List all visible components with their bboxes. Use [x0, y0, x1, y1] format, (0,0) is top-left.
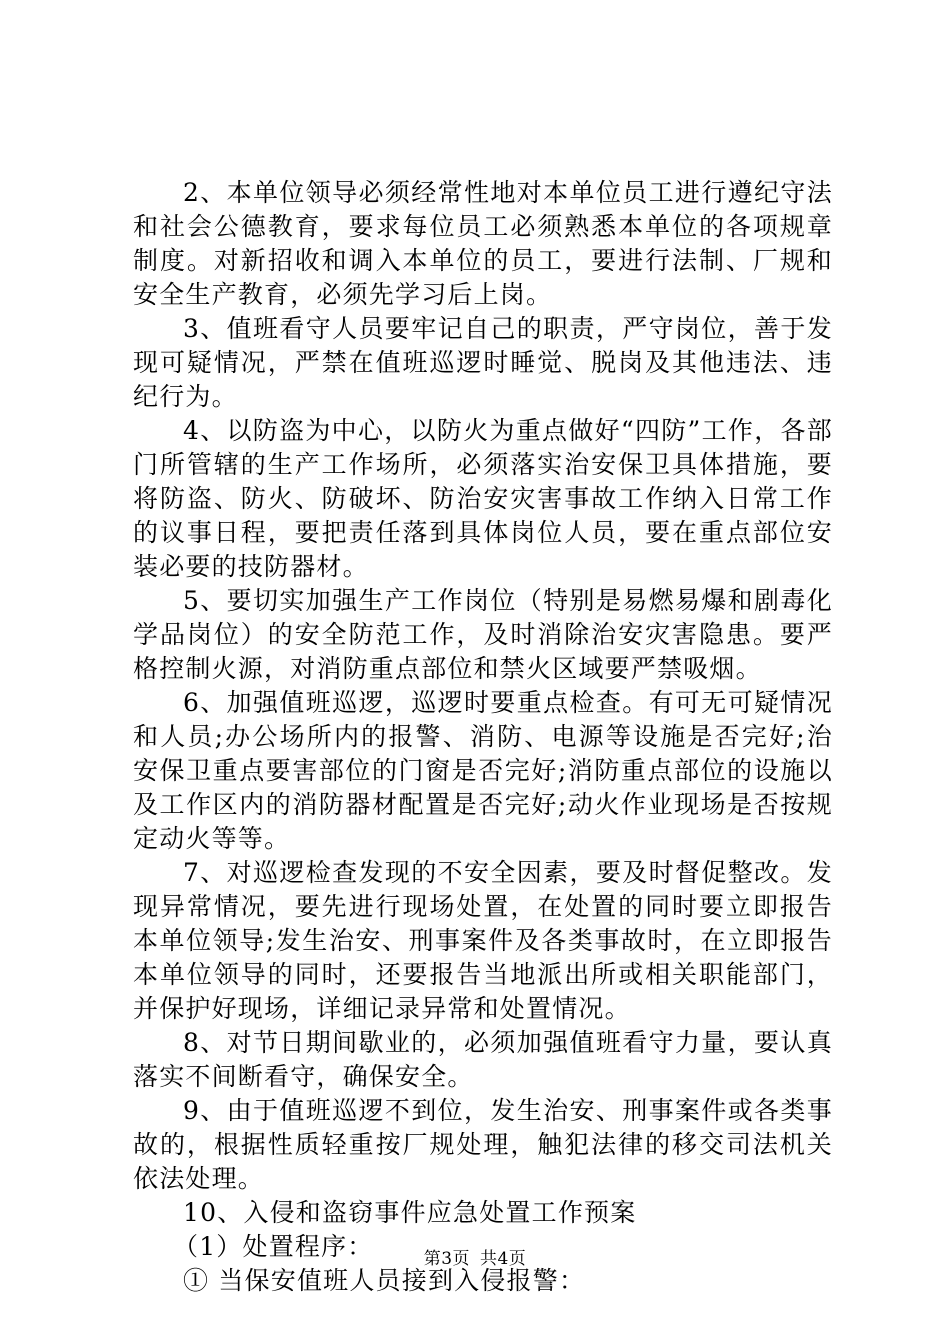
paragraph-5: 5、要切实加强生产工作岗位（特别是易燃易爆和剧毒化学品岗位）的安全防范工作，及时消除治安灾害隐患。要严格控制火源，对消防重点部位和禁火区域要严禁吸烟。	[133, 586, 833, 683]
list-item-1: ① 当保安值班人员接到入侵报警：	[183, 1266, 586, 1295]
page-total: 共4页	[479, 1249, 527, 1269]
paragraph-6: 6、加强值班巡逻，巡逻时要重点检查。有可无可疑情况和人员;办公场所内的报警、消防、电源等设施是否完好;治安保卫重点要害部位的门窗是否完好;消防重点部位的设施以及工作区内的消防器材配置是否完好;动火作业现场是否按规定动火等等。	[133, 688, 833, 853]
paragraph-4: 4、以防盗为中心，以防火为重点做好“四防”工作，各部门所管辖的生产工作场所，必须落实治安保卫具体措施，要将防盗、防火、防破坏、防治安灾害事故工作纳入日常工作的议事日程，要把责任落到具体岗位人员，要在重点部位安装必要的技防器材。	[133, 416, 833, 581]
paragraph-2: 2、本单位领导必须经常性地对本单位员工进行遵纪守法和社会公德教育，要求每位员工必须熟悉本单位的各项规章制度。对新招收和调入本单位的员工，要进行法制、厂规和安全生产教育，必须先学习后上岗。	[133, 178, 833, 309]
paragraph-8: 8、对节日期间歇业的，必须加强值班看守力量，要认真落实不间断看守，确保安全。	[133, 1028, 833, 1091]
paragraph-9: 9、由于值班巡逻不到位，发生治安、刑事案件或各类事故的，根据性质轻重按厂规处理，触犯法律的移交司法机关依法处理。	[133, 1096, 833, 1193]
document-body	[133, 176, 833, 1298]
paragraph-10-heading: 10、入侵和盗窃事件应急处置工作预案	[183, 1198, 637, 1227]
paragraph-7: 7、对巡逻检查发现的不安全因素，要及时督促整改。发现异常情况，要先进行现场处置，在处置的同时要立即报告本单位领导;发生治安、刑事案件及各类事故时，在立即报告本单位领导的同时，还要报告当地派出所或相关职能部门，并保护好现场，详细记录异常和处置情况。	[133, 858, 833, 1023]
subheading-procedure: （1）处置程序：	[173, 1232, 374, 1261]
page-number: 第3页	[423, 1249, 471, 1269]
paragraph-3: 3、值班看守人员要牢记自己的职责，严守岗位，善于发现可疑情况，严禁在值班巡逻时睡觉、脱岗及其他违法、违纪行为。	[133, 314, 833, 411]
page-footer	[0, 1244, 950, 1269]
